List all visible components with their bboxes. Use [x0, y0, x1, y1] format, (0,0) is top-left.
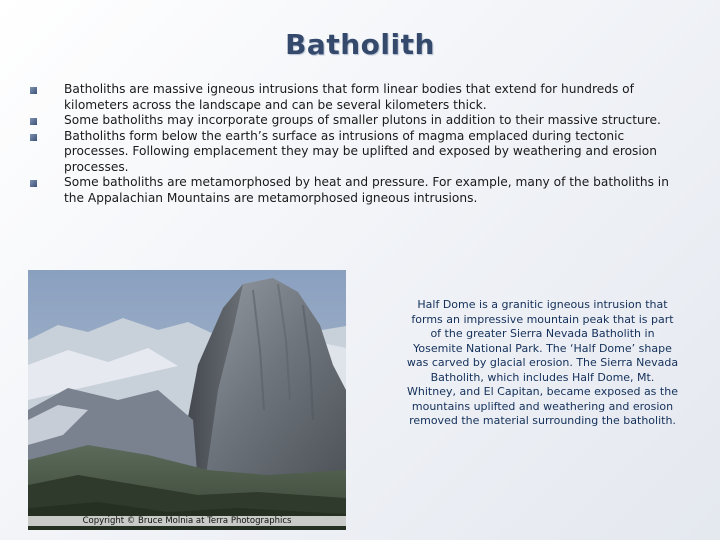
square-bullet-icon [30, 134, 37, 141]
bullet-item [30, 175, 680, 206]
half-dome-photo [28, 270, 346, 530]
bullet-list [30, 82, 680, 206]
half-dome-illustration [28, 270, 346, 530]
square-bullet-icon [30, 180, 37, 187]
photo-caption: Half Dome is a granitic igneous intrusion that forms an impressive mountain peak that is part of the greater Sierra Nevada Batholith in Yosemite National Park. The ‘Half Dome’ shape was carved by glacial erosion. The Sierra Nevada Batholith, which includes Half Dome, Mt. Whitney, and El Capitan, became exposed as the mountains uplifted and weathering and erosion removed the material surrounding the batholith. [406, 298, 679, 427]
bullet-item [30, 113, 680, 129]
bullet-item [30, 82, 680, 113]
square-bullet-icon [30, 87, 37, 94]
bullet-text: Batholiths form below the earth’s surface as intrusions of magma emplaced during tectonic processes. Following emplacement they may be uplifted and exposed by weathering and erosion processes. [64, 128, 657, 174]
slide-title: Batholith [285, 28, 435, 61]
photo-copyright: Copyright © Bruce Molnia at Terra Photographics [28, 516, 346, 526]
bullet-text: Some batholiths are metamorphosed by heat and pressure. For example, many of the batholiths in the Appalachian Mountains are metamorphosed igneous intrusions. [64, 175, 669, 205]
square-bullet-icon [30, 118, 37, 125]
bullet-text: Batholiths are massive igneous intrusions that form linear bodies that extend for hundreds of kilometers across the landscape and can be several kilometers thick. [64, 82, 634, 112]
bullet-text: Some batholiths may incorporate groups of smaller plutons in addition to their massive structure. [64, 113, 661, 127]
bullet-item [30, 129, 680, 176]
